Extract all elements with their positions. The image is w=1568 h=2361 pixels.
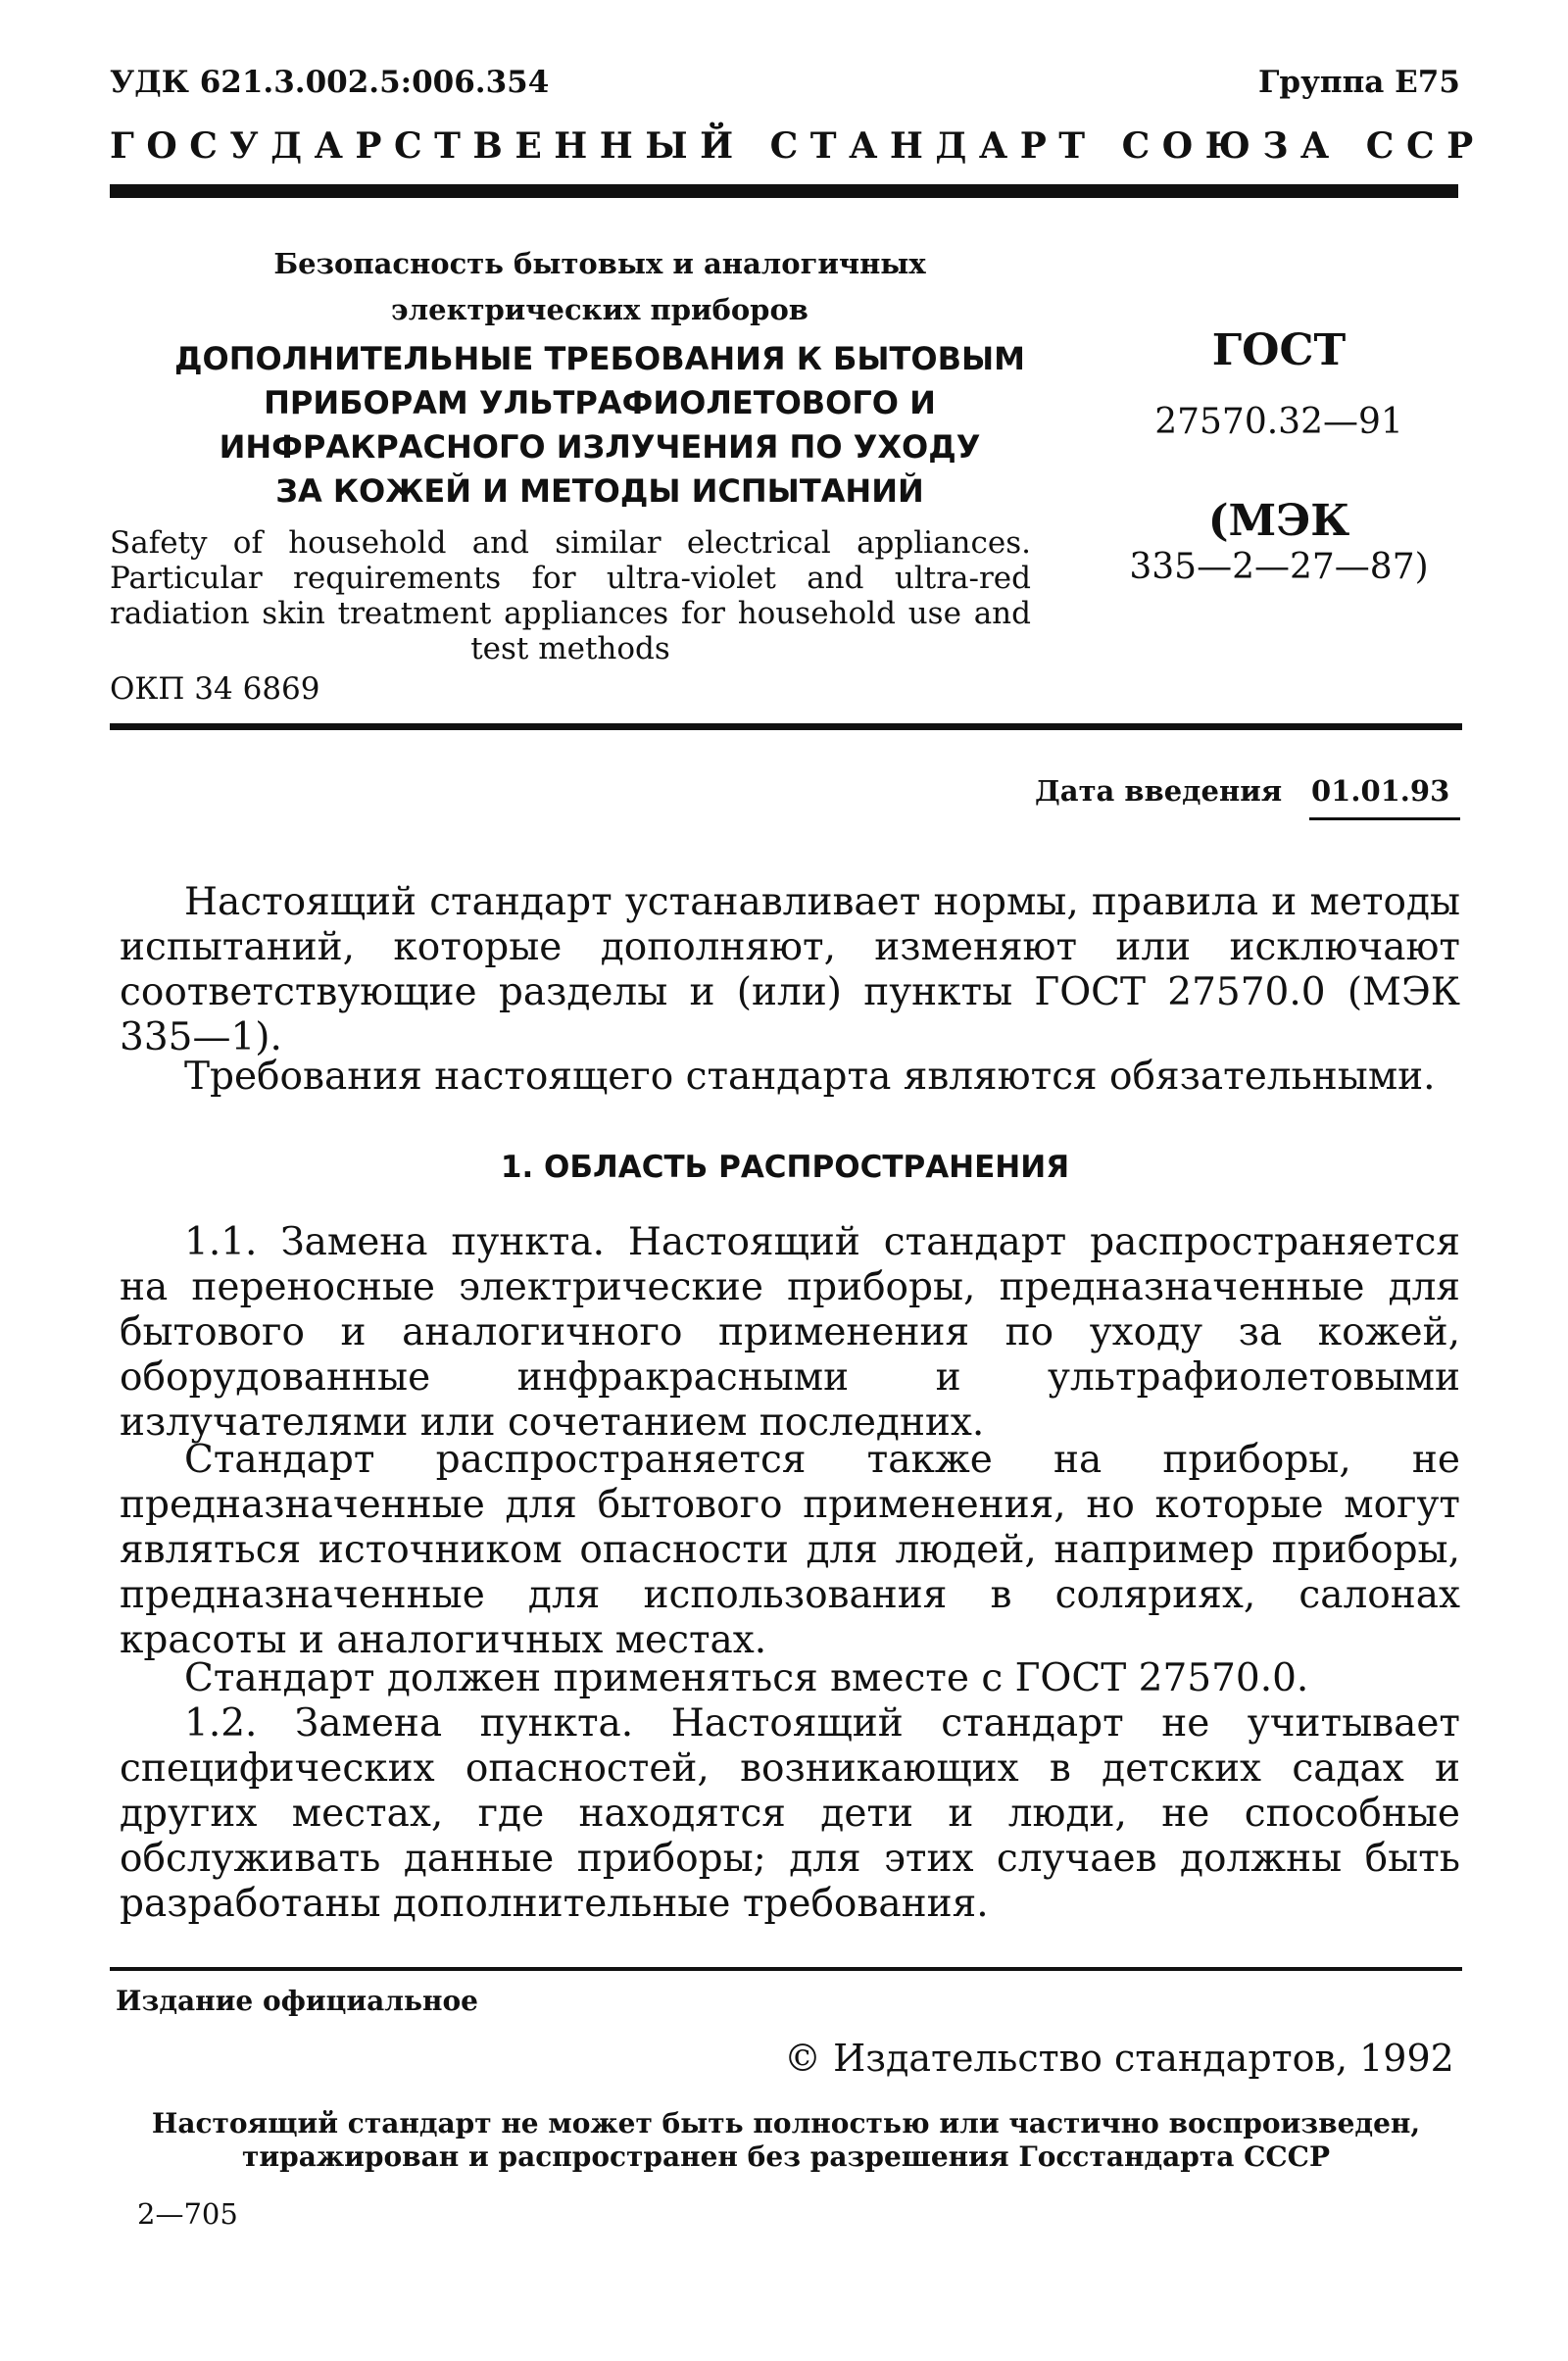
intro-paragraph: Настоящий стандарт устанавливает нормы, правила и методы испытаний, которые дополняют, изменяют или исключают соответствующие разделы и (или) пункты ГОСТ 27570.0 (МЭК 335—1). bbox=[120, 880, 1460, 1059]
reproduction-notice bbox=[110, 2107, 1462, 2174]
series-title-line: Безопасность бытовых и аналогичных bbox=[273, 247, 926, 280]
document-title-line: ЗА КОЖЕЙ И МЕТОДЫ ИСПЫТАНИЙ bbox=[275, 472, 924, 510]
state-standard-heading: ГОСУДАРСТВЕННЫЙ СТАНДАРТ СОЮЗА ССР bbox=[110, 125, 1486, 167]
iec-number: 335—2—27—87) bbox=[1129, 547, 1429, 587]
document-title bbox=[110, 337, 1090, 514]
page-code: 2—705 bbox=[137, 2197, 238, 2231]
edition-label: Издание официальное bbox=[116, 1985, 478, 2017]
date-underline bbox=[1309, 817, 1460, 820]
english-title: Safety of household and similar electrical appliances. Particular requirements for ultra-violet and ultra-red radiation skin treatment appliances for household use and test methods bbox=[110, 525, 1031, 666]
series-title bbox=[110, 241, 1090, 333]
gost-label: ГОСТ bbox=[1211, 325, 1347, 375]
title-divider bbox=[110, 723, 1462, 730]
group-code: Группа Е75 bbox=[1258, 65, 1460, 100]
date-value: 01.01.93 bbox=[1311, 774, 1450, 808]
header-rule bbox=[110, 184, 1458, 198]
mandatory-paragraph: Требования настоящего стандарта являются обязательными. bbox=[184, 1055, 1436, 1099]
clause-1-2-paragraph: 1.2. Замена пункта. Настоящий стандарт не учитывает специфических опасностей, возникающих в детских садах и других местах, где находятся дети и люди, не способные обслуживать данные приборы; для этих случаев должны быть разработаны дополнительные требования. bbox=[120, 1701, 1460, 1926]
okp-code: ОКП 34 6869 bbox=[110, 671, 320, 707]
copyright-line: © Издательство стандартов, 1992 bbox=[784, 2037, 1454, 2080]
footer-rule bbox=[110, 1967, 1462, 1971]
gost-number: 27570.32—91 bbox=[1154, 402, 1403, 442]
iec-label: (МЭК bbox=[1207, 496, 1350, 546]
notice-line: тиражирован и распространен без разрешения Госстандарта СССР bbox=[242, 2140, 1330, 2173]
document-title-line: ПРИБОРАМ УЛЬТРАФИОЛЕТОВОГО И bbox=[264, 384, 936, 421]
section-heading: 1. ОБЛАСТЬ РАСПРОСТРАНЕНИЯ bbox=[500, 1150, 1070, 1185]
notice-line: Настоящий стандарт не может быть полностью или частично воспроизведен, bbox=[151, 2107, 1421, 2140]
udk-code: УДК 621.3.002.5:006.354 bbox=[110, 65, 550, 100]
clause-1-1-paragraph: 1.1. Замена пункта. Настоящий стандарт распространяется на переносные электрические приборы, предназначенные для бытового и аналогичного применения по уходу за кожей, оборудованные инфракрасными и ультрафиолетовыми излучателями или сочетанием последних. bbox=[120, 1220, 1460, 1445]
gost-designation bbox=[1098, 323, 1460, 590]
document-title-line: ДОПОЛНИТЕЛЬНЫЕ ТРЕБОВАНИЯ К БЫТОВЫМ bbox=[174, 340, 1025, 377]
series-title-line: электрических приборов bbox=[391, 293, 808, 326]
usage-paragraph: Стандарт должен применяться вместе с ГОСТ 27570.0. bbox=[184, 1656, 1309, 1700]
date-label: Дата введения bbox=[1035, 774, 1283, 808]
scope-extension-paragraph: Стандарт распространяется также на приборы, не предназначенные для бытового применения, но которые могут являться источником опасности для людей, например приборы, предназначенные для использования в соляриях, салонах красоты и аналогичных местах. bbox=[120, 1438, 1460, 1662]
document-title-line: ИНФРАКРАСНОГО ИЗЛУЧЕНИЯ ПО УХОДУ bbox=[219, 428, 981, 466]
